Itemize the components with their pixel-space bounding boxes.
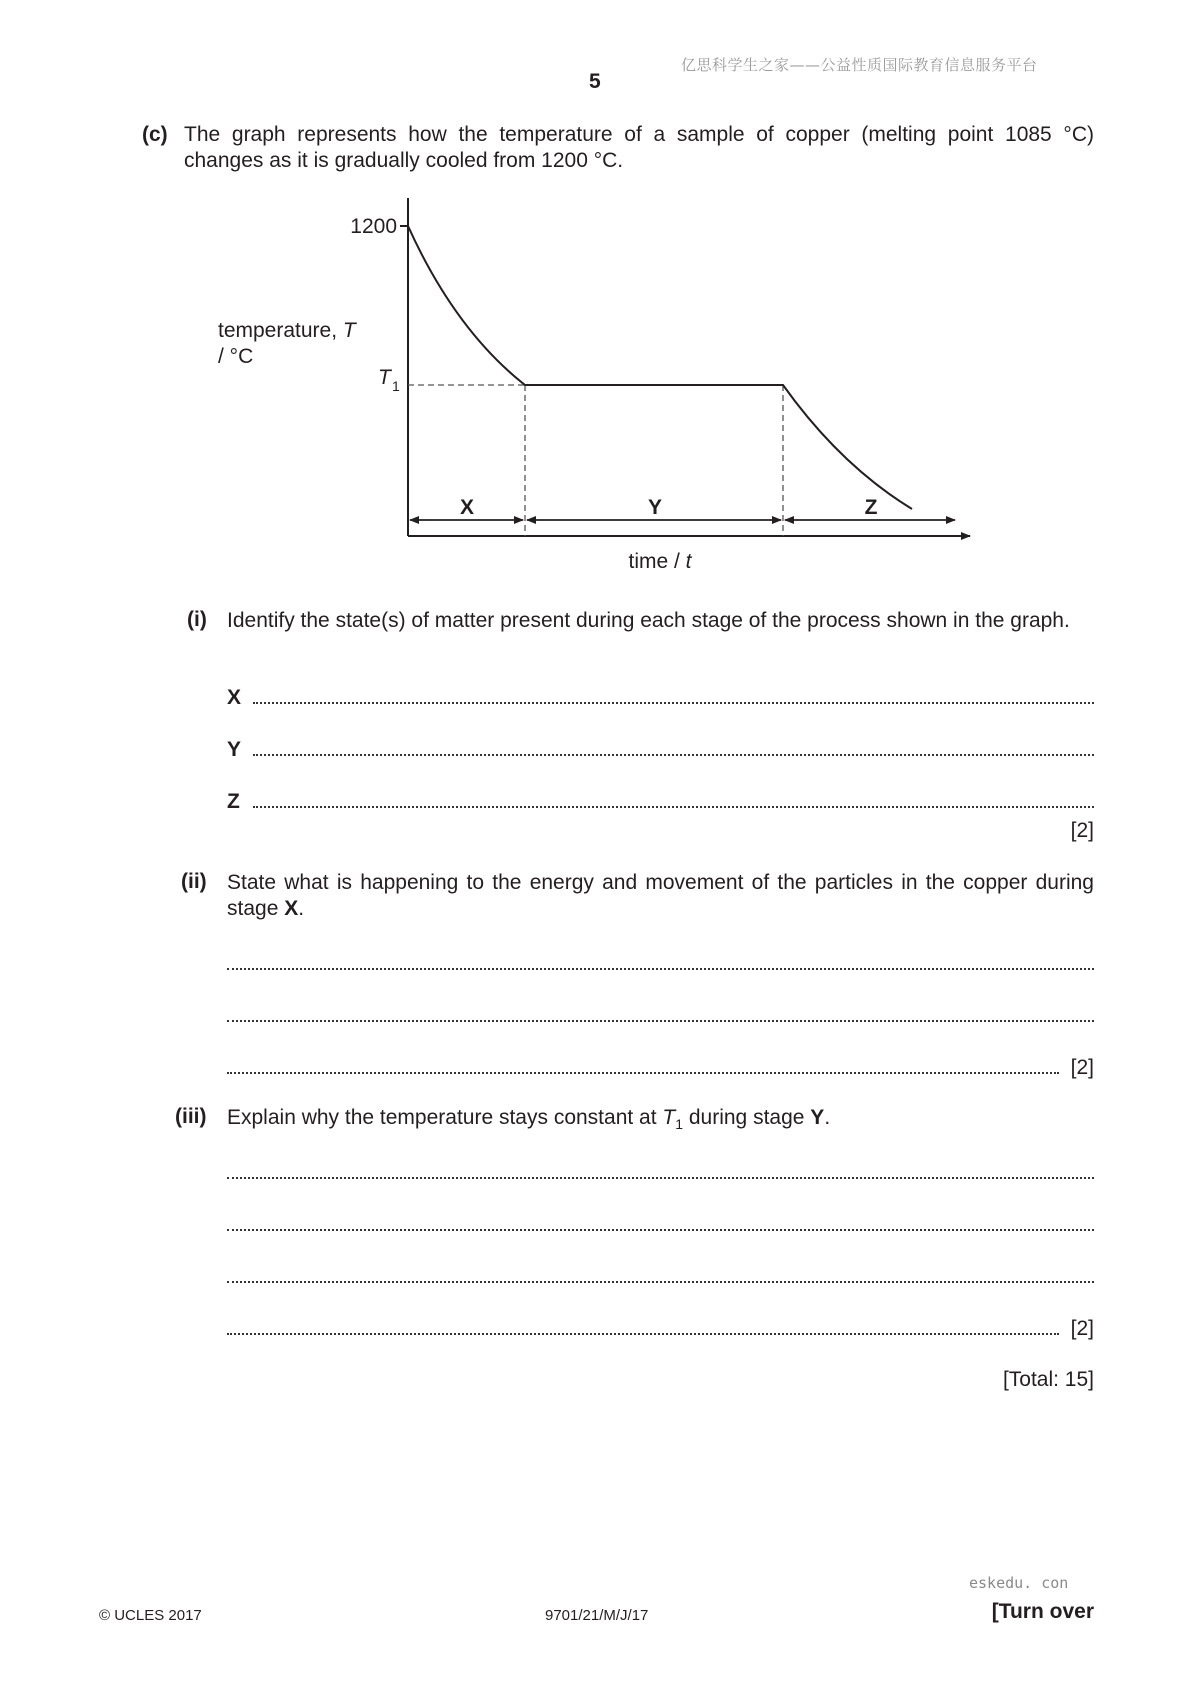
part-ii-text: State what is happening to the energy and movement of the particles in the copper during stage X.	[227, 871, 1094, 920]
dotted-line	[227, 1072, 1059, 1074]
cooling-curve	[408, 226, 912, 509]
stage-x-label: X	[459, 496, 475, 519]
dotted-line	[253, 806, 1094, 808]
question-label: (c)	[142, 123, 168, 146]
answer-y-letter: Y	[227, 738, 242, 761]
dotted-line	[227, 1020, 1094, 1022]
answer-line-x[interactable]	[227, 682, 1094, 710]
copyright: © UCLES 2017	[99, 1607, 202, 1624]
dotted-line	[253, 702, 1094, 704]
header-watermark: 亿思科学生之家——公益性质国际教育信息服务平台	[681, 56, 1038, 74]
dotted-line	[227, 1177, 1094, 1179]
part-ii-answer-line-1[interactable]	[227, 948, 1094, 976]
part-iii-text: Explain why the temperature stays constant at $T_1$ during stage Y.	[227, 1106, 831, 1133]
part-iii-answer-line-3[interactable]	[227, 1261, 1094, 1289]
y-axis-unit: / °C	[218, 345, 254, 368]
answer-z-letter: Z	[227, 790, 240, 813]
answer-line-z[interactable]	[227, 786, 1094, 814]
page-number: 5	[589, 70, 601, 93]
total-marks: [Total: 15]	[1002, 1368, 1094, 1391]
part-i-text: Identify the state(s) of matter present during each stage of the process shown in the graph.	[227, 609, 1070, 632]
cooling-curve-graph	[200, 190, 1000, 575]
dotted-line	[253, 754, 1094, 756]
t1-label: T	[378, 366, 391, 389]
part-iii-label: (iii)	[175, 1105, 207, 1128]
dotted-line	[227, 1229, 1094, 1231]
answer-line-y[interactable]	[227, 734, 1094, 762]
y-tick-label: 1200	[350, 215, 397, 238]
y-axis-label: temperature, T	[218, 319, 356, 342]
x-axis-label: time / t	[628, 550, 692, 573]
question-text: The graph represents how the temperature of a sample of copper (melting point 1085 °C) changes as it is gradually cooled from 1200 °C.	[184, 123, 1094, 172]
part-iii-marks: [2]	[1070, 1317, 1094, 1340]
dotted-line	[227, 1333, 1059, 1335]
stage-z-label: Z	[864, 496, 878, 519]
part-iii-answer-line-2[interactable]	[227, 1209, 1094, 1237]
part-iii-answer-line-4[interactable]	[227, 1313, 1094, 1341]
t1-subscript: 1	[392, 378, 400, 394]
part-ii-answer-line-3[interactable]	[227, 1052, 1094, 1080]
footer-watermark: eskedu. con	[969, 1574, 1069, 1592]
part-ii-marks: [2]	[1070, 1056, 1094, 1079]
stage-y-label: Y	[647, 496, 663, 519]
part-i-marks: [2]	[1070, 819, 1094, 842]
part-i-label: (i)	[187, 608, 207, 631]
answer-x-letter: X	[227, 686, 242, 709]
part-ii-answer-line-2[interactable]	[227, 1000, 1094, 1028]
part-ii-label: (ii)	[181, 870, 207, 893]
dotted-line	[227, 1281, 1094, 1283]
part-iii-answer-line-1[interactable]	[227, 1157, 1094, 1185]
dotted-line	[227, 968, 1094, 970]
turn-over: [Turn over	[991, 1600, 1094, 1623]
paper-code: 9701/21/M/J/17	[545, 1607, 649, 1624]
